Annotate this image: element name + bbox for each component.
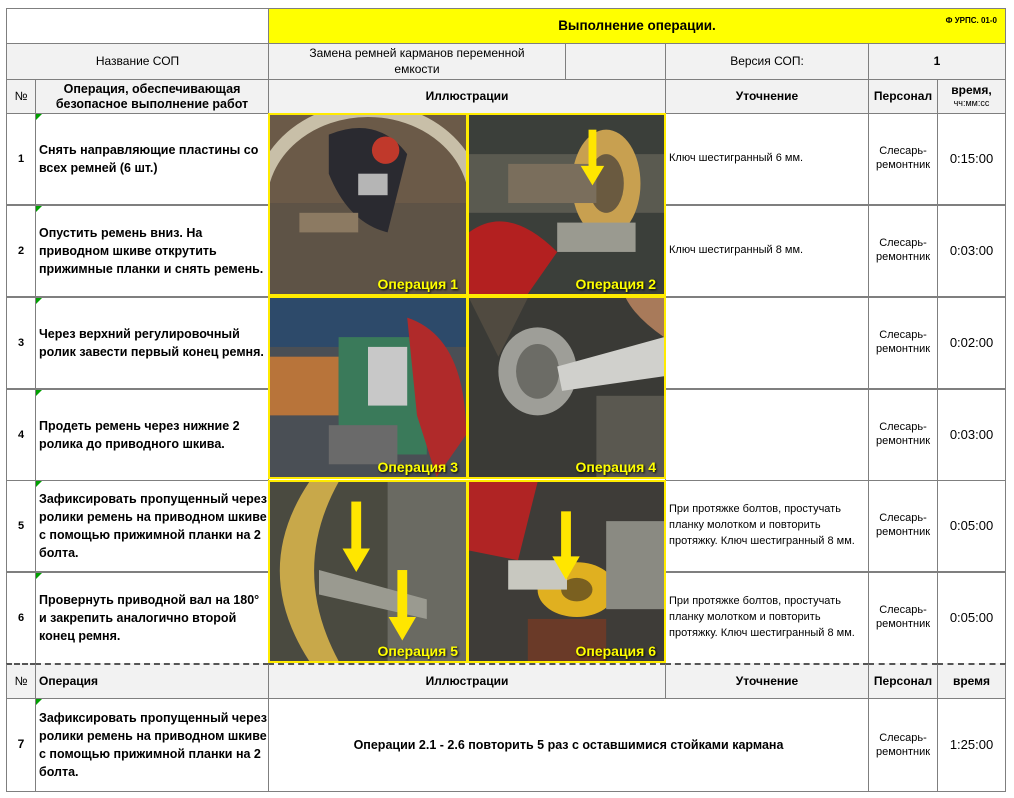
col-illustrations: Иллюстрации <box>268 79 666 114</box>
photo-operation-3 <box>268 296 468 479</box>
row-4-time: 0:03:00 <box>937 389 1006 481</box>
row-3-personnel: Слесарь-ремонтник <box>868 297 938 389</box>
corner-mark <box>36 699 42 705</box>
row-2-operation <box>35 205 269 297</box>
row-5-time: 0:05:00 <box>937 480 1006 572</box>
sop-name-label: Название СОП <box>6 43 269 80</box>
sop-sheet <box>6 8 1006 792</box>
photo-operation-6 <box>467 480 666 663</box>
row-7-operation <box>35 698 269 792</box>
photo-caption-3: Операция 3 <box>377 459 458 475</box>
row-4-operation-text: Продеть ремень через нижние 2 ролика до приводного шкива. <box>39 418 240 451</box>
footer-col-operation: Операция <box>35 663 269 699</box>
photo-operation-5 <box>268 480 468 663</box>
footer-col-clarification: Уточнение <box>665 663 869 699</box>
photo-caption-5: Операция 5 <box>377 643 458 659</box>
row-2-num: 2 <box>6 205 36 297</box>
row-1-note: Ключ шестигранный 6 мм. <box>665 113 869 205</box>
row-6-operation-text: Провернуть приводной вал на 180° и закрепить аналогично второй конец ремня. <box>39 592 260 644</box>
col-clarification: Уточнение <box>665 79 869 114</box>
row-5-num: 5 <box>6 480 36 572</box>
photo-caption-2: Операция 2 <box>575 276 656 292</box>
row-5-personnel: Слесарь-ремонтник <box>868 480 938 572</box>
row-4-note <box>665 389 869 481</box>
row-7-num: 7 <box>6 698 36 792</box>
row-5-operation-text: Зафиксировать пропущенный через ролики ремень на приводном шкиве с помощью прижимной планки на 2 болта. <box>39 491 267 561</box>
row-6-note: При протяжке болтов, простучать планку молотком и повторить протяжку. Ключ шестигранный 8 мм. <box>665 572 869 664</box>
footer-col-num: № <box>6 663 36 699</box>
row-1-operation <box>35 113 269 205</box>
col-time-format: чч:мм:сс <box>953 98 990 109</box>
row-6-num: 6 <box>6 572 36 664</box>
page-title <box>268 8 1006 44</box>
row-3-operation <box>35 297 269 389</box>
row-1-operation-text: Снять направляющие пластины со всех ремней (6 шт.) <box>39 142 259 175</box>
blank-header-cell <box>6 8 269 44</box>
blank-cell <box>565 43 666 80</box>
col-time-label: время, <box>951 82 992 97</box>
corner-mark <box>36 390 42 396</box>
sop-version-value: 1 <box>868 43 1006 80</box>
corner-mark <box>36 481 42 487</box>
row-1-num: 1 <box>6 113 36 205</box>
row-1-time: 0:15:00 <box>937 113 1006 205</box>
col-operation: Операция, обеспечивающая безопасное выполнение работ <box>35 79 269 114</box>
row-3-operation-text: Через верхний регулировочный ролик завести первый конец ремня. <box>39 326 264 359</box>
row-3-time: 0:02:00 <box>937 297 1006 389</box>
photo-caption-1: Операция 1 <box>377 276 458 292</box>
row-6-time: 0:05:00 <box>937 572 1006 664</box>
col-personnel: Персонал <box>868 79 938 114</box>
sop-name-value: Замена ремней карманов переменной емкости <box>268 43 566 80</box>
row-4-operation <box>35 389 269 481</box>
row-2-operation-text: Опустить ремень вниз. На приводном шкиве открутить прижимные планки и снять ремень. <box>39 225 264 277</box>
col-time <box>937 79 1006 114</box>
photo-operation-1 <box>268 113 468 296</box>
col-num: № <box>6 79 36 114</box>
row-6-operation <box>35 572 269 664</box>
photo-operation-2 <box>467 113 666 296</box>
footer-col-personnel: Персонал <box>868 663 938 699</box>
row-2-personnel: Слесарь-ремонтник <box>868 205 938 297</box>
photo-caption-4: Операция 4 <box>575 459 656 475</box>
row-2-note: Ключ шестигранный 8 мм. <box>665 205 869 297</box>
row-2-time: 0:03:00 <box>937 205 1006 297</box>
row-6-personnel: Слесарь-ремонтник <box>868 572 938 664</box>
row-7-time: 1:25:00 <box>937 698 1006 792</box>
row-5-operation <box>35 480 269 572</box>
row-4-num: 4 <box>6 389 36 481</box>
corner-mark <box>36 114 42 120</box>
row-1-personnel: Слесарь-ремонтник <box>868 113 938 205</box>
row-7-instruction: Операции 2.1 - 2.6 повторить 5 раз с оставшимися стойками кармана <box>268 698 869 792</box>
photo-operation-4 <box>467 296 666 479</box>
corner-mark <box>36 573 42 579</box>
row-3-note <box>665 297 869 389</box>
row-7-operation-text: Зафиксировать пропущенный через ролики ремень на приводном шкиве с помощью прижимной планки на 2 болта. <box>39 710 267 780</box>
page-title-text: Выполнение операции. <box>558 18 716 34</box>
sop-version-label: Версия СОП: <box>665 43 869 80</box>
row-5-note: При протяжке болтов, простучать планку молотком и повторить протяжку. Ключ шестигранный 8 мм. <box>665 480 869 572</box>
footer-col-illustrations: Иллюстрации <box>268 663 666 699</box>
row-3-num: 3 <box>6 297 36 389</box>
row-4-personnel: Слесарь-ремонтник <box>868 389 938 481</box>
corner-mark <box>36 206 42 212</box>
corner-mark <box>36 298 42 304</box>
footer-col-time: время <box>937 663 1006 699</box>
photo-caption-6: Операция 6 <box>575 643 656 659</box>
form-code: Ф УРПС. 01-0 <box>945 16 997 25</box>
row-7-personnel: Слесарь-ремонтник <box>868 698 938 792</box>
